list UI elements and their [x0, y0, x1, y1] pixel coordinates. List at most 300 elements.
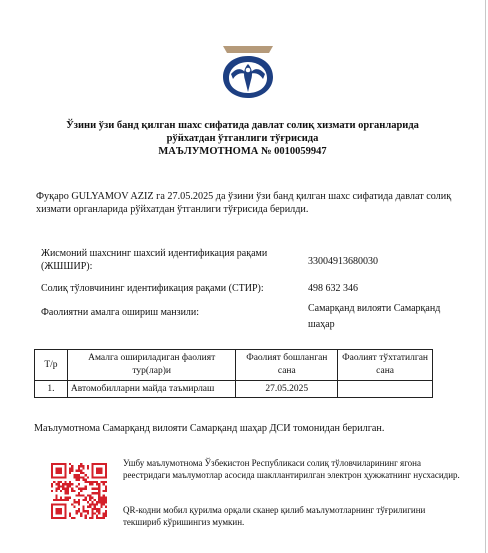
qr-module	[60, 485, 62, 487]
qr-module	[91, 481, 93, 483]
qr-module	[64, 508, 66, 510]
qr-module	[94, 503, 96, 505]
qr-module	[98, 485, 100, 487]
qr-module	[78, 483, 80, 485]
qr-module	[76, 470, 78, 472]
header-num: Т/р	[35, 350, 68, 381]
qr-module	[53, 463, 55, 465]
qr-module	[105, 463, 107, 465]
qr-module	[82, 467, 84, 469]
qr-module	[80, 488, 82, 490]
qr-module	[98, 472, 100, 474]
qr-module	[80, 490, 82, 492]
qr-module	[82, 488, 84, 490]
qr-module	[60, 470, 62, 472]
qr-module	[76, 501, 78, 503]
qr-module	[105, 510, 107, 512]
qr-module	[82, 465, 84, 467]
qr-module	[51, 485, 53, 487]
qr-module	[100, 472, 102, 474]
qr-module	[58, 488, 60, 490]
qr-module	[98, 494, 100, 496]
qr-module	[78, 467, 80, 469]
qr-module	[105, 497, 107, 499]
qr-module	[89, 506, 91, 508]
qr-module	[87, 465, 89, 467]
qr-code-icon[interactable]	[51, 463, 107, 519]
qr-module	[71, 465, 73, 467]
qr-module	[78, 508, 80, 510]
qr-module	[73, 474, 75, 476]
qr-module	[55, 517, 57, 519]
qr-module	[91, 508, 93, 510]
qr-module	[69, 515, 71, 517]
qr-module	[73, 517, 75, 519]
qr-module	[69, 481, 71, 483]
qr-module	[78, 479, 80, 481]
qr-module	[76, 476, 78, 478]
qr-module	[96, 501, 98, 503]
qr-module	[105, 485, 107, 487]
qr-module	[80, 494, 82, 496]
qr-module	[64, 499, 66, 501]
qr-module	[100, 497, 102, 499]
qr-module	[51, 465, 53, 467]
qr-module	[73, 501, 75, 503]
qr-module	[94, 488, 96, 490]
qr-module	[96, 488, 98, 490]
qr-module	[71, 467, 73, 469]
qr-module	[94, 499, 96, 501]
qr-module	[89, 483, 91, 485]
qr-module	[71, 503, 73, 505]
qr-module	[60, 499, 62, 501]
qr-module	[96, 476, 98, 478]
qr-module	[91, 463, 93, 465]
qr-module	[96, 481, 98, 483]
qr-module	[94, 508, 96, 510]
qr-module	[78, 476, 80, 478]
qr-module	[85, 499, 87, 501]
qr-module	[103, 463, 105, 465]
qr-module	[67, 499, 69, 501]
qr-module	[85, 517, 87, 519]
qr-module	[76, 510, 78, 512]
qr-module	[51, 517, 53, 519]
qr-module	[80, 476, 82, 478]
qr-module	[89, 497, 91, 499]
qr-module	[69, 497, 71, 499]
qr-module	[51, 490, 53, 492]
qr-module	[96, 517, 98, 519]
qr-module	[58, 483, 60, 485]
qr-module	[69, 485, 71, 487]
qr-module	[98, 501, 100, 503]
qr-module	[87, 467, 89, 469]
qr-module	[103, 476, 105, 478]
qr-module	[64, 517, 66, 519]
qr-module	[69, 512, 71, 514]
tin-value: 498 632 346	[308, 283, 358, 294]
qr-module	[73, 499, 75, 501]
qr-module	[82, 476, 84, 478]
qr-module	[100, 503, 102, 505]
qr-module	[103, 515, 105, 517]
qr-module	[51, 474, 53, 476]
qr-module	[64, 465, 66, 467]
qr-module	[55, 508, 57, 510]
qr-module	[60, 463, 62, 465]
qr-module	[96, 483, 98, 485]
qr-module	[91, 465, 93, 467]
qr-module	[55, 503, 57, 505]
qr-module	[55, 463, 57, 465]
qr-module	[91, 501, 93, 503]
qr-module	[105, 481, 107, 483]
qr-module	[51, 476, 53, 478]
qr-module	[64, 474, 66, 476]
qr-module	[76, 512, 78, 514]
qr-module	[89, 517, 91, 519]
qr-module	[64, 481, 66, 483]
qr-module	[100, 470, 102, 472]
qr-module	[55, 476, 57, 478]
qr-module	[58, 510, 60, 512]
qr-module	[64, 467, 66, 469]
qr-module	[76, 474, 78, 476]
qr-module	[53, 499, 55, 501]
qr-module	[91, 474, 93, 476]
qr-module	[55, 483, 57, 485]
qr-module	[51, 467, 53, 469]
qr-module	[62, 485, 64, 487]
qr-module	[105, 506, 107, 508]
qr-module	[82, 479, 84, 481]
qr-module	[69, 472, 71, 474]
tax-emblem-logo	[219, 44, 277, 100]
qr-module	[58, 481, 60, 483]
tin-label: Солиқ тўловчининг идентификация рақами (СТИР):	[41, 283, 264, 294]
qr-module	[96, 470, 98, 472]
qr-module	[103, 503, 105, 505]
qr-module	[105, 488, 107, 490]
qr-module	[69, 463, 71, 465]
table-header-row	[35, 350, 433, 381]
qr-module	[100, 463, 102, 465]
qr-module	[91, 467, 93, 469]
qr-module	[69, 467, 71, 469]
qr-module	[98, 483, 100, 485]
qr-module	[51, 503, 53, 505]
qr-module	[58, 503, 60, 505]
qr-module	[76, 479, 78, 481]
qr-module	[69, 470, 71, 472]
qr-module	[85, 485, 87, 487]
qr-module	[64, 463, 66, 465]
qr-module	[51, 506, 53, 508]
qr-module	[64, 503, 66, 505]
qr-module	[103, 517, 105, 519]
qr-module	[53, 503, 55, 505]
qr-module	[91, 512, 93, 514]
qr-module	[80, 463, 82, 465]
qr-module	[105, 465, 107, 467]
qr-module	[91, 492, 93, 494]
qr-module	[60, 467, 62, 469]
qr-module	[64, 510, 66, 512]
qr-module	[82, 472, 84, 474]
qr-module	[58, 472, 60, 474]
qr-module	[73, 506, 75, 508]
qr-module	[96, 492, 98, 494]
qr-module	[105, 470, 107, 472]
qr-module	[55, 512, 57, 514]
qr-module	[85, 488, 87, 490]
row-activity: Автомобилларни майда таъмирлаш	[67, 381, 236, 398]
qr-module	[87, 510, 89, 512]
qr-module	[64, 490, 66, 492]
qr-module	[85, 515, 87, 517]
qr-module	[58, 508, 60, 510]
qr-module	[96, 508, 98, 510]
qr-module	[60, 472, 62, 474]
qr-module	[76, 494, 78, 496]
qr-scan-note: QR-кодни мобил қурилма орқали сканер қилиб маълумотларнинг тўғрилигини текшириб кўришингиз мумкин.	[123, 505, 426, 527]
qr-module	[64, 470, 66, 472]
qr-module	[60, 508, 62, 510]
qr-module	[105, 472, 107, 474]
qr-module	[98, 476, 100, 478]
qr-module	[82, 494, 84, 496]
qr-module	[87, 506, 89, 508]
qr-module	[98, 463, 100, 465]
qr-module	[89, 503, 91, 505]
qr-module	[98, 499, 100, 501]
qr-module	[96, 503, 98, 505]
qr-module	[89, 481, 91, 483]
qr-module	[103, 501, 105, 503]
qr-module	[91, 488, 93, 490]
qr-module	[60, 503, 62, 505]
qr-module	[55, 470, 57, 472]
qr-module	[91, 483, 93, 485]
qr-module	[94, 463, 96, 465]
qr-module	[80, 472, 82, 474]
table-row	[35, 381, 433, 398]
qr-module	[103, 497, 105, 499]
qr-module	[96, 472, 98, 474]
qr-module	[58, 512, 60, 514]
qr-module	[91, 476, 93, 478]
qr-module	[94, 506, 96, 508]
qr-module	[98, 512, 100, 514]
qr-module	[94, 512, 96, 514]
row-num: 1.	[35, 381, 68, 398]
qr-module	[89, 499, 91, 501]
qr-module	[87, 481, 89, 483]
qr-module	[100, 481, 102, 483]
qr-module	[91, 503, 93, 505]
qr-module	[94, 492, 96, 494]
qr-module	[58, 467, 60, 469]
qr-module	[55, 510, 57, 512]
qr-module	[67, 488, 69, 490]
qr-module	[62, 483, 64, 485]
qr-module	[60, 490, 62, 492]
qr-module	[98, 517, 100, 519]
qr-module	[100, 517, 102, 519]
qr-module	[51, 510, 53, 512]
qr-module	[58, 517, 60, 519]
qr-module	[82, 510, 84, 512]
qr-module	[78, 494, 80, 496]
qr-module	[60, 517, 62, 519]
qr-module	[96, 463, 98, 465]
qr-module	[51, 512, 53, 514]
qr-module	[94, 481, 96, 483]
qr-module	[91, 497, 93, 499]
qr-module	[82, 508, 84, 510]
qr-module	[87, 476, 89, 478]
qr-module	[60, 512, 62, 514]
qr-module	[87, 512, 89, 514]
qr-module	[64, 515, 66, 517]
qr-module	[78, 501, 80, 503]
qr-module	[85, 479, 87, 481]
qr-module	[64, 483, 66, 485]
qr-module	[100, 476, 102, 478]
qr-module	[78, 492, 80, 494]
qr-module	[105, 512, 107, 514]
qr-module	[103, 483, 105, 485]
qr-module	[96, 510, 98, 512]
qr-module	[71, 470, 73, 472]
qr-module	[98, 470, 100, 472]
qr-module	[64, 492, 66, 494]
qr-module	[91, 515, 93, 517]
qr-module	[78, 499, 80, 501]
address-label: Фаолиятни амалга ошириш манзили:	[41, 307, 200, 318]
qr-module	[98, 497, 100, 499]
qr-module	[105, 501, 107, 503]
qr-module	[64, 497, 66, 499]
qr-module	[85, 481, 87, 483]
qr-module	[98, 508, 100, 510]
qr-module	[69, 483, 71, 485]
row-start-date: 27.05.2025	[236, 381, 338, 398]
qr-module	[103, 499, 105, 501]
qr-module	[58, 476, 60, 478]
qr-module	[58, 485, 60, 487]
qr-module	[85, 510, 87, 512]
qr-module	[87, 494, 89, 496]
qr-module	[51, 515, 53, 517]
qr-module	[62, 488, 64, 490]
qr-module	[89, 494, 91, 496]
qr-module	[98, 490, 100, 492]
document-number-title: МАЪЛУМОТНОМА № 0010059947	[158, 146, 327, 157]
qr-module	[78, 503, 80, 505]
qr-module	[96, 515, 98, 517]
qr-module	[98, 510, 100, 512]
qr-module	[96, 467, 98, 469]
qr-module	[67, 485, 69, 487]
heading-line-1: Ўзини ўзи банд қилган шахс сифатида давлат солиқ хизмати органларида	[66, 120, 419, 131]
qr-module	[55, 467, 57, 469]
qr-module	[105, 499, 107, 501]
pinfl-label: Жисмоний шахснинг шахсий идентификация рақами (ЖШШИР):	[41, 248, 268, 272]
document-heading	[0, 119, 485, 158]
qr-module	[55, 497, 57, 499]
qr-module	[64, 512, 66, 514]
qr-module	[51, 508, 53, 510]
qr-module	[82, 506, 84, 508]
qr-module	[105, 476, 107, 478]
heading-line-2: рўйхатдан ўтганлиги тўғрисида	[166, 133, 319, 144]
qr-module	[103, 481, 105, 483]
qr-module	[105, 467, 107, 469]
qr-module	[80, 512, 82, 514]
activity-table	[34, 349, 433, 398]
qr-module	[103, 512, 105, 514]
qr-module	[98, 467, 100, 469]
qr-module	[78, 474, 80, 476]
qr-module	[91, 470, 93, 472]
qr-module	[82, 499, 84, 501]
qr-module	[67, 492, 69, 494]
qr-module	[67, 483, 69, 485]
qr-module	[100, 501, 102, 503]
qr-module	[103, 490, 105, 492]
header-end-date: Фаолият тўхтатилган сана	[338, 350, 433, 381]
qr-module	[60, 497, 62, 499]
qr-module	[78, 470, 80, 472]
qr-module	[58, 463, 60, 465]
qr-module	[85, 474, 87, 476]
qr-module	[53, 476, 55, 478]
qr-module	[71, 483, 73, 485]
address-value: Самарқанд вилояти Самарқанд шаҳар	[308, 303, 441, 330]
qr-module	[80, 515, 82, 517]
qr-module	[64, 476, 66, 478]
qr-module	[67, 490, 69, 492]
qr-module	[55, 499, 57, 501]
qr-module	[62, 503, 64, 505]
qr-module	[55, 488, 57, 490]
qr-module	[67, 497, 69, 499]
qr-module	[78, 465, 80, 467]
qr-module	[51, 472, 53, 474]
row-end-date	[338, 381, 433, 398]
qr-module	[51, 470, 53, 472]
qr-module	[58, 470, 60, 472]
qr-module	[105, 515, 107, 517]
qr-module	[71, 490, 73, 492]
qr-module	[100, 506, 102, 508]
qr-module	[53, 481, 55, 483]
qr-module	[55, 494, 57, 496]
qr-module	[98, 492, 100, 494]
qr-module	[73, 490, 75, 492]
qr-module	[62, 463, 64, 465]
qr-module	[71, 517, 73, 519]
qr-module	[91, 517, 93, 519]
qr-module	[80, 470, 82, 472]
qr-module	[103, 494, 105, 496]
qr-module	[105, 490, 107, 492]
qr-module	[80, 465, 82, 467]
qr-module	[73, 476, 75, 478]
